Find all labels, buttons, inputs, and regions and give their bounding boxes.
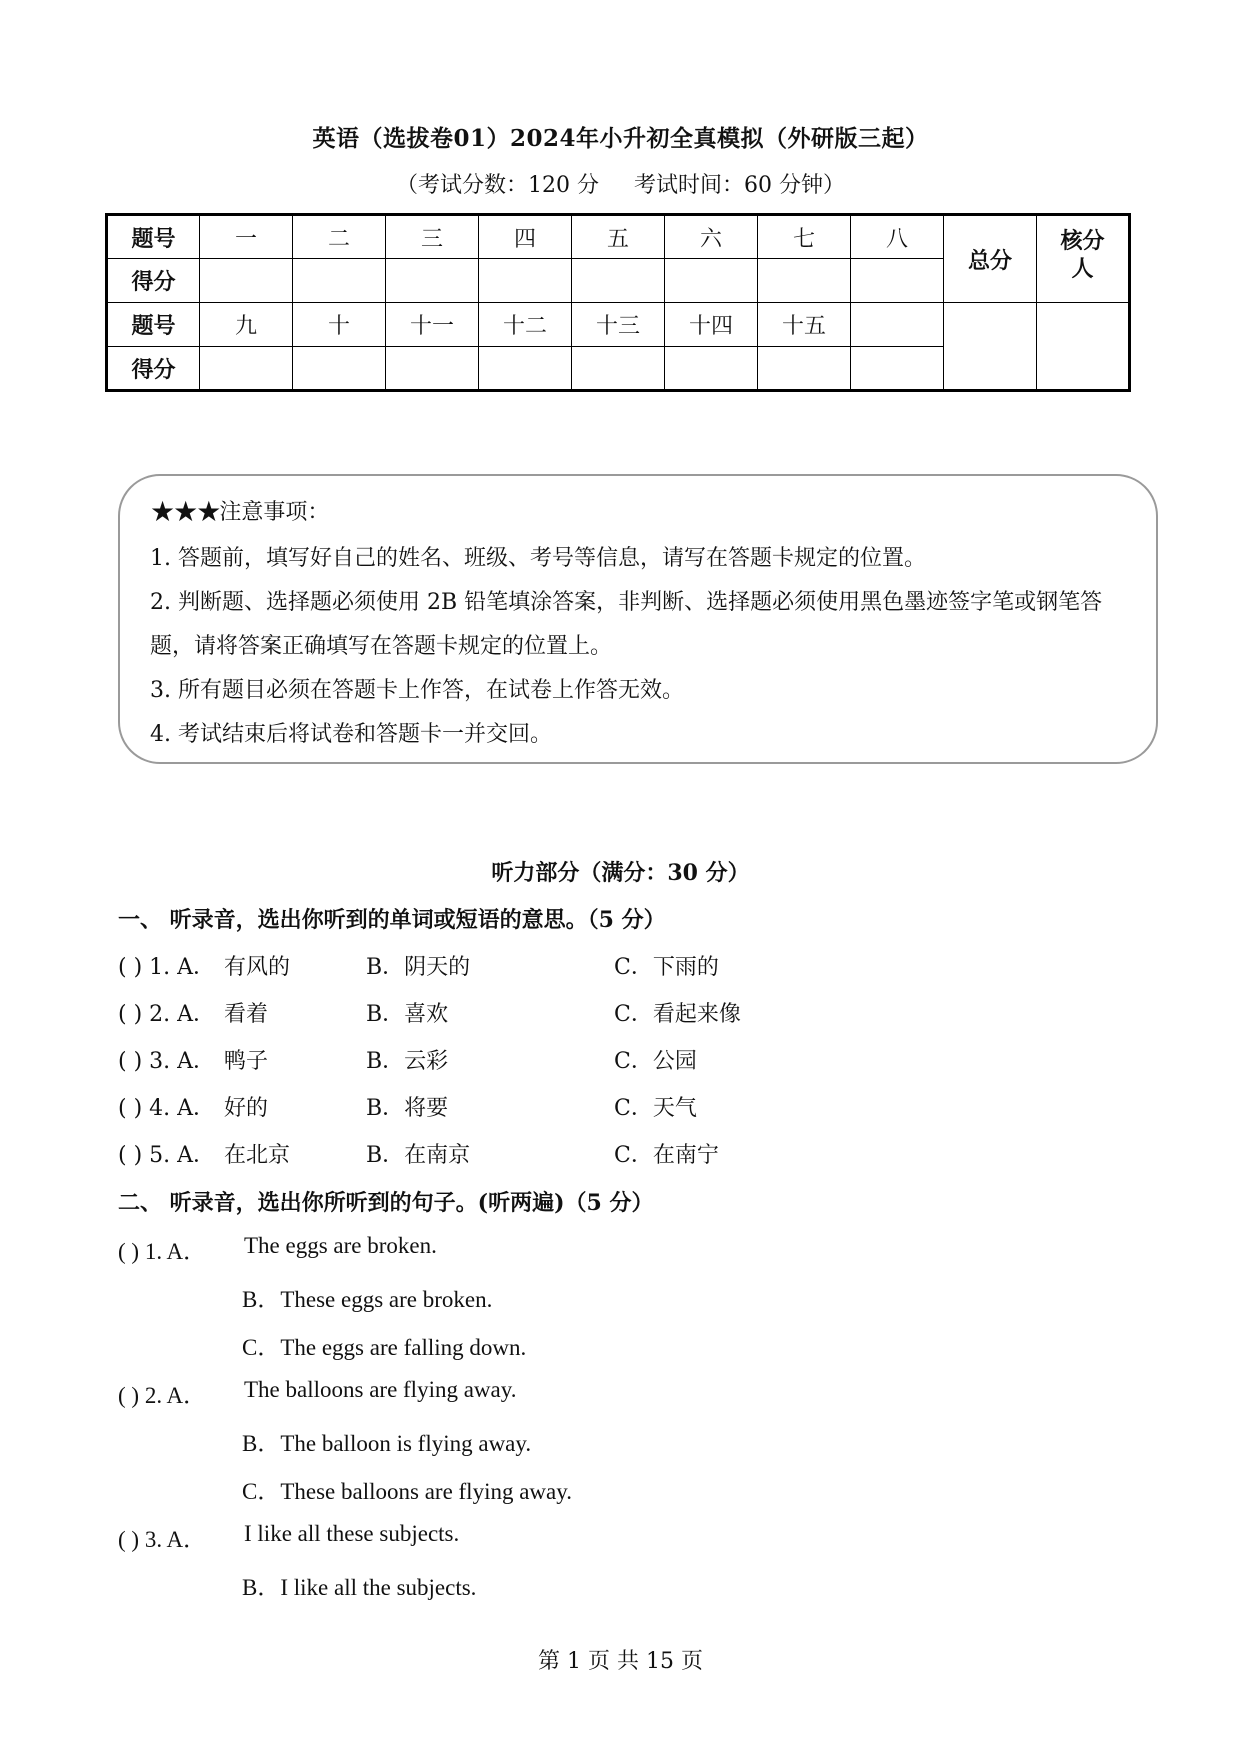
question-number[interactable]: ( ) 2. A． <box>118 1383 207 1408</box>
score-cell[interactable] <box>200 347 293 391</box>
question-no-cell: 三 <box>386 215 479 259</box>
label-score: 得分 <box>107 259 200 303</box>
checker-label <box>1037 215 1130 303</box>
label-score: 得分 <box>107 347 200 391</box>
question-no-cell: 十二 <box>479 303 572 347</box>
checker-cell[interactable] <box>1037 303 1130 391</box>
question-no-cell: 二 <box>293 215 386 259</box>
question-no-cell <box>851 303 944 347</box>
page-footer: 第 1 页 共 15 页 <box>538 1649 703 1674</box>
option-a: The eggs are broken. <box>244 1233 437 1258</box>
listening-title: 听力部分（满分：30 分） <box>491 860 750 886</box>
option-a: 在北京 <box>224 1143 291 1168</box>
label-question-no: 题号 <box>107 303 200 347</box>
question-no-cell: 十一 <box>386 303 479 347</box>
score-cell[interactable] <box>200 259 293 303</box>
notice-heading <box>150 496 1126 529</box>
label-question-no: 题号 <box>107 215 200 259</box>
score-cell[interactable] <box>758 347 851 391</box>
checker-label-text: 核分人 <box>1060 229 1105 282</box>
option-b: B．The balloon is flying away. <box>242 1431 532 1456</box>
question-no-cell: 十四 <box>665 303 758 347</box>
notice-item: 1. 答题前，填写好自己的姓名、班级、考号等信息，请写在答题卡规定的位置。 <box>150 546 926 571</box>
question-number[interactable]: ( ) 1. A． <box>118 1239 207 1264</box>
question-no-cell: 一 <box>200 215 293 259</box>
score-cell[interactable] <box>758 259 851 303</box>
question-number[interactable]: ( ) 3. A． <box>118 1049 216 1074</box>
score-cell[interactable] <box>572 259 665 303</box>
option-a: 有风的 <box>224 955 291 980</box>
option-a: The balloons are flying away. <box>244 1377 517 1402</box>
score-cell[interactable] <box>665 259 758 303</box>
question-number[interactable]: ( ) 2. A． <box>118 1002 216 1027</box>
question-no-cell: 十三 <box>572 303 665 347</box>
question-no-cell: 六 <box>665 215 758 259</box>
score-cell[interactable] <box>293 347 386 391</box>
notice-box <box>118 474 1158 764</box>
score-cell[interactable] <box>851 347 944 391</box>
option-c: C．看起来像 <box>614 1002 741 1027</box>
notice-item: 3. 所有题目必须在答题卡上作答，在试卷上作答无效。 <box>150 678 684 703</box>
question-number[interactable]: ( ) 1. A． <box>118 955 216 980</box>
star-icon: ★★★ <box>150 495 220 528</box>
question-no-cell: 八 <box>851 215 944 259</box>
total-score-cell[interactable] <box>944 303 1037 391</box>
notice-item: 4. 考试结束后将试卷和答题卡一并交回。 <box>150 722 552 747</box>
exam-subtitle <box>0 168 1241 199</box>
question-no-cell: 七 <box>758 215 851 259</box>
score-cell[interactable] <box>851 259 944 303</box>
question-no-cell: 九 <box>200 303 293 347</box>
option-c: C．下雨的 <box>614 955 719 980</box>
option-a: 看着 <box>224 1002 269 1027</box>
option-b: B．在南京 <box>366 1143 471 1168</box>
score-cell[interactable] <box>479 259 572 303</box>
score-cell[interactable] <box>665 347 758 391</box>
option-b: B．These eggs are broken. <box>242 1287 493 1312</box>
exam-title: 英语（选拔卷01）2024年小升初全真模拟（外研版三起） <box>312 125 929 152</box>
option-c: C．公园 <box>614 1049 697 1074</box>
score-cell[interactable] <box>572 347 665 391</box>
part2-title: 二、 听录音，选出你所听到的句子。(听两遍)（5 分） <box>118 1190 654 1216</box>
total-score-label: 总分 <box>944 215 1037 303</box>
question-number[interactable]: ( ) 4. A． <box>118 1096 216 1121</box>
question-no-cell: 五 <box>572 215 665 259</box>
notice-item: 2. 判断题、选择题必须使用 2B 铅笔填涂答案，非判断、选择题必须使用黑色墨迹签字笔或钢笔答题，请将答案正确填写在答题卡规定的位置上。 <box>150 590 1103 659</box>
question-no-cell: 四 <box>479 215 572 259</box>
option-b: B．喜欢 <box>366 1002 449 1027</box>
question-no-cell: 十五 <box>758 303 851 347</box>
notice-heading-text: 注意事项： <box>219 500 330 525</box>
score-cell[interactable] <box>293 259 386 303</box>
option-b: B．阴天的 <box>366 955 471 980</box>
part1-title: 一、 听录音，选出你听到的单词或短语的意思。（5 分） <box>118 907 666 933</box>
question-number[interactable]: ( ) 3. A． <box>118 1527 207 1552</box>
score-cell[interactable] <box>479 347 572 391</box>
score-cell[interactable] <box>386 347 479 391</box>
score-table <box>105 213 1131 392</box>
question-no-cell: 十 <box>293 303 386 347</box>
option-a: 好的 <box>224 1096 269 1121</box>
option-c: C．在南宁 <box>614 1143 719 1168</box>
option-c: C．天气 <box>614 1096 697 1121</box>
option-a: 鸭子 <box>224 1049 269 1074</box>
option-c: C．These balloons are flying away. <box>242 1479 572 1504</box>
option-a: I like all these subjects. <box>244 1521 460 1546</box>
option-c: C．The eggs are falling down. <box>242 1335 527 1360</box>
question-number[interactable]: ( ) 5. A． <box>118 1143 216 1168</box>
score-info: （考试分数：120 分 <box>396 173 599 198</box>
option-b: B．I like all the subjects. <box>242 1575 477 1600</box>
option-b: B．云彩 <box>366 1049 449 1074</box>
option-b: B．将要 <box>366 1096 449 1121</box>
time-info: 考试时间：60 分钟） <box>634 173 845 198</box>
score-cell[interactable] <box>386 259 479 303</box>
